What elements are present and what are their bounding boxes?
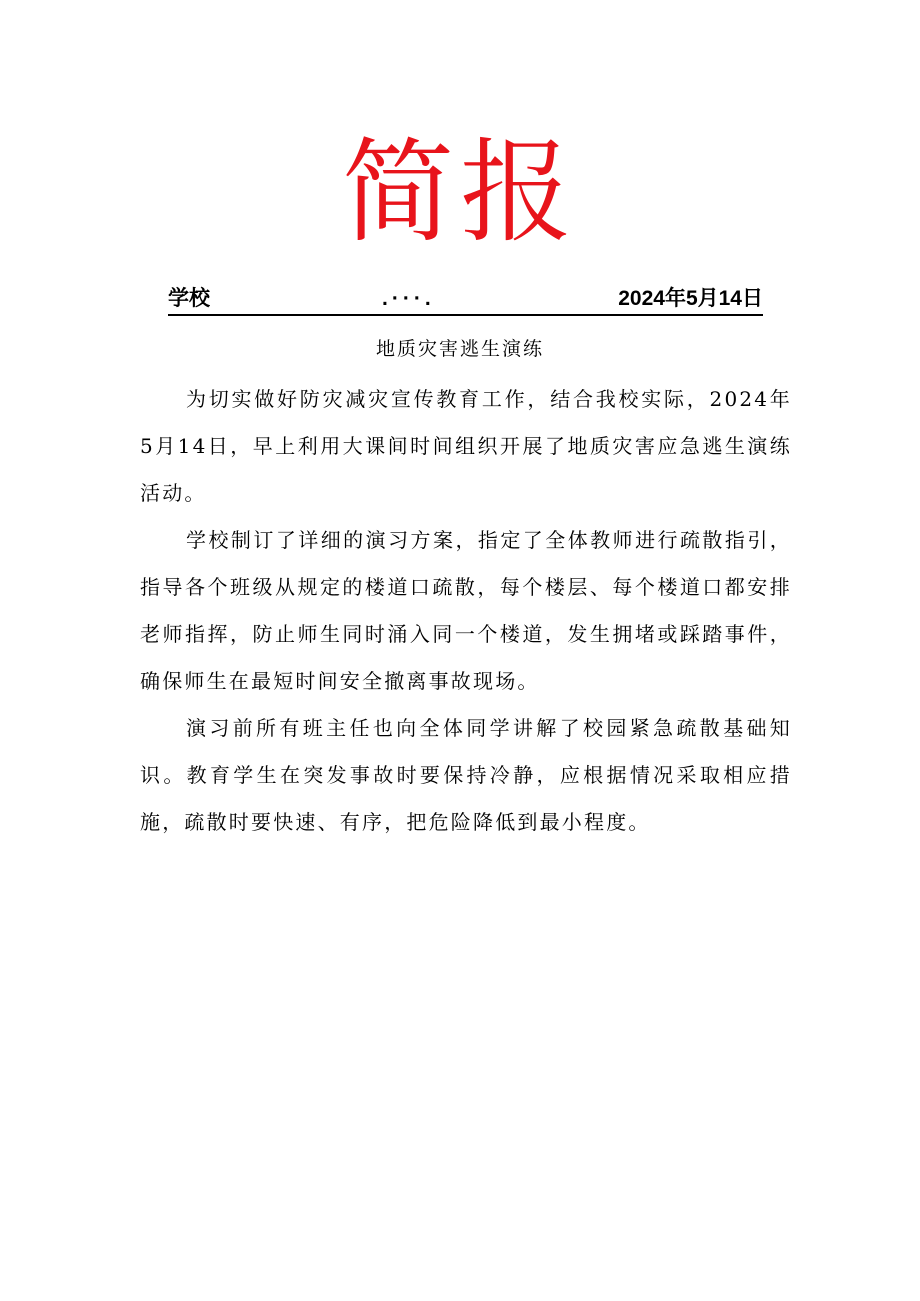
- paragraph: 学校制订了详细的演习方案，指定了全体教师进行疏散指引，指导各个班级从规定的楼道口疏散，每个楼层、每个楼道口都安排老师指挥，防止师生同时涌入同一个楼道，发生拥堵或踩踏事件，确保师生在最短时间安全撤离事故现场。: [140, 528, 792, 693]
- document-body: [140, 376, 792, 846]
- issue-date: 2024年5月14日: [618, 287, 763, 310]
- paragraph: 为切实做好防灾减灾宣传教育工作，结合我校实际，2024年5月14日，早上利用大课间时间组织开展了地质灾害应急逃生演练活动。: [140, 387, 792, 505]
- document-title: 地质灾害逃生演练: [375, 338, 544, 360]
- school-label: 学校: [168, 287, 210, 310]
- paragraph: 演习前所有班主任也向全体同学讲解了校园紧急疏散基础知识。教育学生在突发事故时要保持冷静，应根据情况采取相应措施，疏散时要快速、有序，把危险降低到最小程度。: [140, 716, 792, 834]
- masthead-title: 简报: [342, 128, 578, 258]
- school-name-placeholder: .···.: [382, 287, 435, 310]
- info-line: [168, 284, 763, 316]
